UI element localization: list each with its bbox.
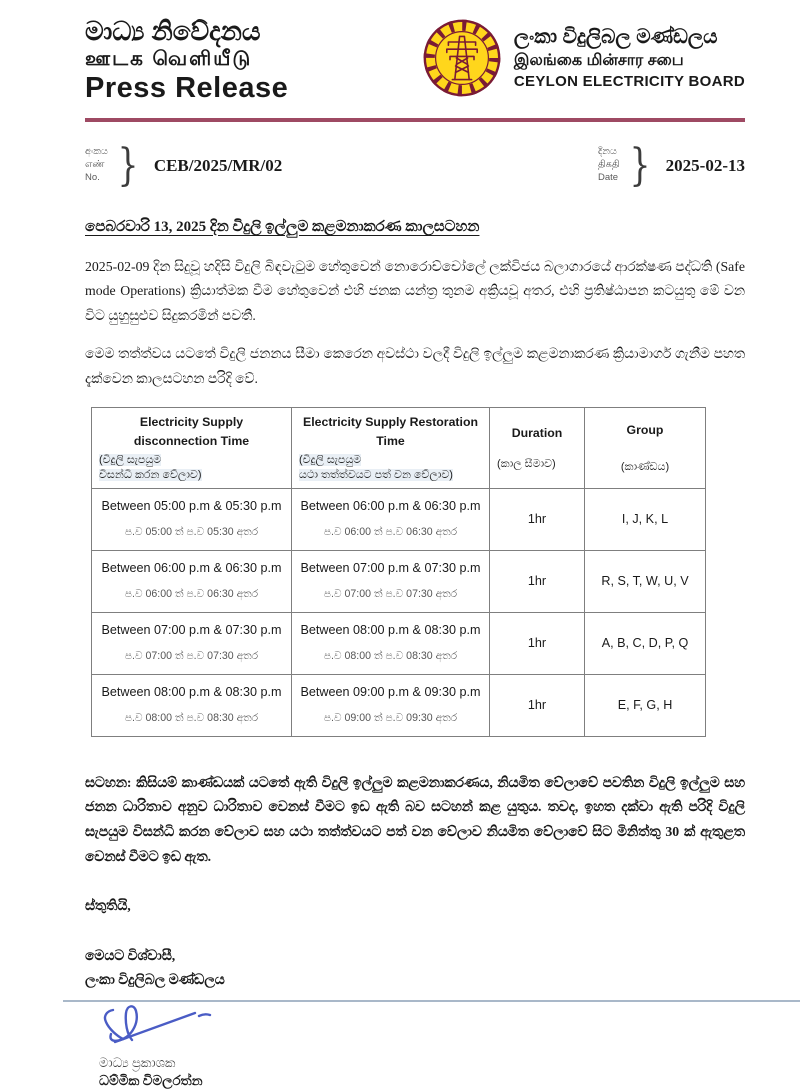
date-label-sinhala: දිනය	[598, 146, 617, 158]
group-cell: R, S, T, W, U, V	[585, 550, 706, 612]
group-cell: A, B, C, D, P, Q	[585, 612, 706, 674]
ceb-sun-pylon-logo-icon	[422, 18, 502, 98]
col-header-si: (කාණ්ඩය)	[620, 460, 670, 473]
ref-label-english: No.	[85, 171, 100, 183]
reference-number-label	[85, 146, 108, 184]
restoration-time-cell: Between 06:00 p.m & 06:30 p.m ප.ව 06:00 ත් ප.ව 06:30 අතර	[292, 488, 490, 550]
disconnection-time-cell: Between 05:00 p.m & 05:30 p.m ප.ව 05:00 ත් ප.ව 05:30 අතර	[92, 488, 292, 550]
org-name-english: CEYLON ELECTRICITY BOARD	[513, 73, 745, 91]
col-header-en: Electricity Supply disconnection Time	[133, 414, 250, 448]
date-group	[598, 139, 745, 191]
col-header-en: Electricity Supply Restoration Time	[303, 414, 478, 448]
group-cell: I, J, K, L	[585, 488, 706, 550]
faithfully-block	[85, 944, 745, 992]
restoration-time-cell: Between 08:00 p.m & 08:30 p.m ප.ව 08:00 ත් ප.ව 08:30 අතර	[292, 612, 490, 674]
org-name-sinhala: ලංකා විදුලිබල මණ්ඩලය	[513, 25, 718, 48]
footer-divider	[63, 1000, 800, 1002]
table-row	[92, 488, 706, 550]
organization-block	[422, 18, 745, 98]
col-header-disconnection	[92, 407, 292, 488]
signatory-title: මාධ්‍ය ප්‍රකාශක	[99, 1055, 176, 1071]
table-row	[92, 612, 706, 674]
disconnection-time-cell: Between 08:00 p.m & 08:30 p.m ප.ව 08:00 ත් ප.ව 08:30 අතර	[92, 674, 292, 736]
paragraph-2: මෙම තත්ත්වය යටතේ විදුලි ජනනය සීමා කෙරෙන අවස්ථා වලදී විදුලි ඉල්ලුම කළමනාකරණ ක්‍රියාමාර්ග ගැනීම පහත දැක්වෙන කාලසටහන පරිදි වේ.	[85, 346, 745, 386]
header	[85, 16, 745, 106]
col-header-si: (කාල සීමාව)	[497, 457, 556, 470]
reference-number-value: CEB/2025/MR/02	[153, 155, 283, 175]
duration-cell: 1hr	[490, 612, 585, 674]
date-value: 2025-02-13	[665, 155, 745, 175]
duration-cell: 1hr	[490, 550, 585, 612]
col-header-en: Duration	[511, 425, 563, 440]
organization-names	[514, 24, 745, 93]
col-header-duration	[490, 407, 585, 488]
col-header-en: Group	[626, 422, 664, 437]
table-row	[92, 674, 706, 736]
table-header-row	[92, 407, 706, 488]
disconnection-time-cell: Between 06:00 p.m & 06:30 p.m ප.ව 06:00 ත් ප.ව 06:30 අතර	[92, 550, 292, 612]
col-header-si: (විදුලි සැපයුම යථා තත්ත්වයට පත් වන වේලාව)	[299, 453, 453, 482]
col-header-group	[585, 407, 706, 488]
masthead-sinhala: මාධ්‍ය නිවේදනය	[85, 16, 261, 46]
disconnection-time-cell: Between 07:00 p.m & 07:30 p.m ප.ව 07:00 ත් ප.ව 07:30 අතර	[92, 612, 292, 674]
curly-brace-icon: }	[629, 139, 651, 191]
ref-label-tamil: எண்	[85, 159, 105, 171]
press-release-masthead	[85, 16, 288, 106]
ref-label-sinhala: අංකය	[85, 146, 108, 158]
col-header-restoration	[292, 407, 490, 488]
duration-cell: 1hr	[490, 488, 585, 550]
thanks-line: ස්තුතියි,	[85, 897, 131, 913]
group-cell: E, F, G, H	[585, 674, 706, 736]
organization-line: ලංකා විදුලිබල මණ්ඩලය	[85, 972, 225, 987]
reference-row	[85, 139, 745, 191]
date-label-english: Date	[598, 171, 619, 183]
date-label	[598, 146, 620, 184]
col-header-si: (විදුලි සැපයුම විසන්ධි කරන වේලාව)	[99, 453, 202, 482]
red-accent-divider	[85, 118, 745, 122]
paragraph-1: 2025-02-09 දින සිදුවූ හදිසි විදුලි බිඳවැටුම හේතුවෙන් නොරොච්චෝලේ ලක්විජය බලාගාරයේ ආරක්ෂණ පද්ධති (Safe mode Operations) ක්‍රියාත්මක වීම හේතුවෙන් එහි ජනක යන්ත්‍ර තුනම අක්‍රියවූ අතර, එහි ප්‍රතිෂ්ඨාපන කටයුතු මේ වන විට යුහුසුළුව සිදුකරමින් පවතී.	[85, 258, 745, 324]
signature-image	[99, 996, 229, 1050]
signatory-name: ධම්මික විමලරත්න	[99, 1073, 203, 1089]
faithfully-line: මෙයට විශ්වාසී,	[85, 947, 176, 963]
table-row	[92, 550, 706, 612]
duration-cell: 1hr	[490, 674, 585, 736]
reference-number-group	[85, 139, 283, 191]
org-name-tamil: இலங்கை மின்சார சபை	[513, 51, 684, 69]
masthead-tamil: ஊடக வெளியீடு	[85, 48, 253, 71]
curly-brace-icon: }	[117, 139, 139, 191]
restoration-time-cell: Between 07:00 p.m & 07:30 p.m ප.ව 07:00 ත් ප.ව 07:30 අතර	[292, 550, 490, 612]
schedule-table	[91, 407, 706, 737]
note-paragraph: සටහන: කිසියම් කාණ්ඩයක් යටතේ ඇති විදුලි ඉල්ලුම කළමනාකරණය, නියමිත වේලාවේ පවතින විදුලි ඉල්ලුම සහ ජනන ධාරිතාව අනුව ධාරිතාව වෙනස් වීමට ඉඩ ඇති බව සටහන් කළ යුතුය. තවද, ඉහත දක්වා ඇති පරිදි විදුලි සැපයුම විසන්ධි කරන වේලාව සහ යථා තත්ත්වයට පත් වන වේලාව නියමිත වේලාවේ සිට මිනිත්තු 30 ක් ඇතුළත වෙනස් වීමට ඉඩ ඇත.	[85, 774, 745, 865]
restoration-time-cell: Between 09:00 p.m & 09:30 p.m ප.ව 09:00 ත් ප.ව 09:30 අතර	[292, 674, 490, 736]
date-label-tamil: திகதி	[598, 159, 620, 171]
document-title: පෙබරවාරි 13, 2025 දින විදුලි ඉල්ලුම කළමනාකරණ කාලසටහන	[85, 218, 480, 235]
masthead-english: Press Release	[85, 72, 289, 105]
